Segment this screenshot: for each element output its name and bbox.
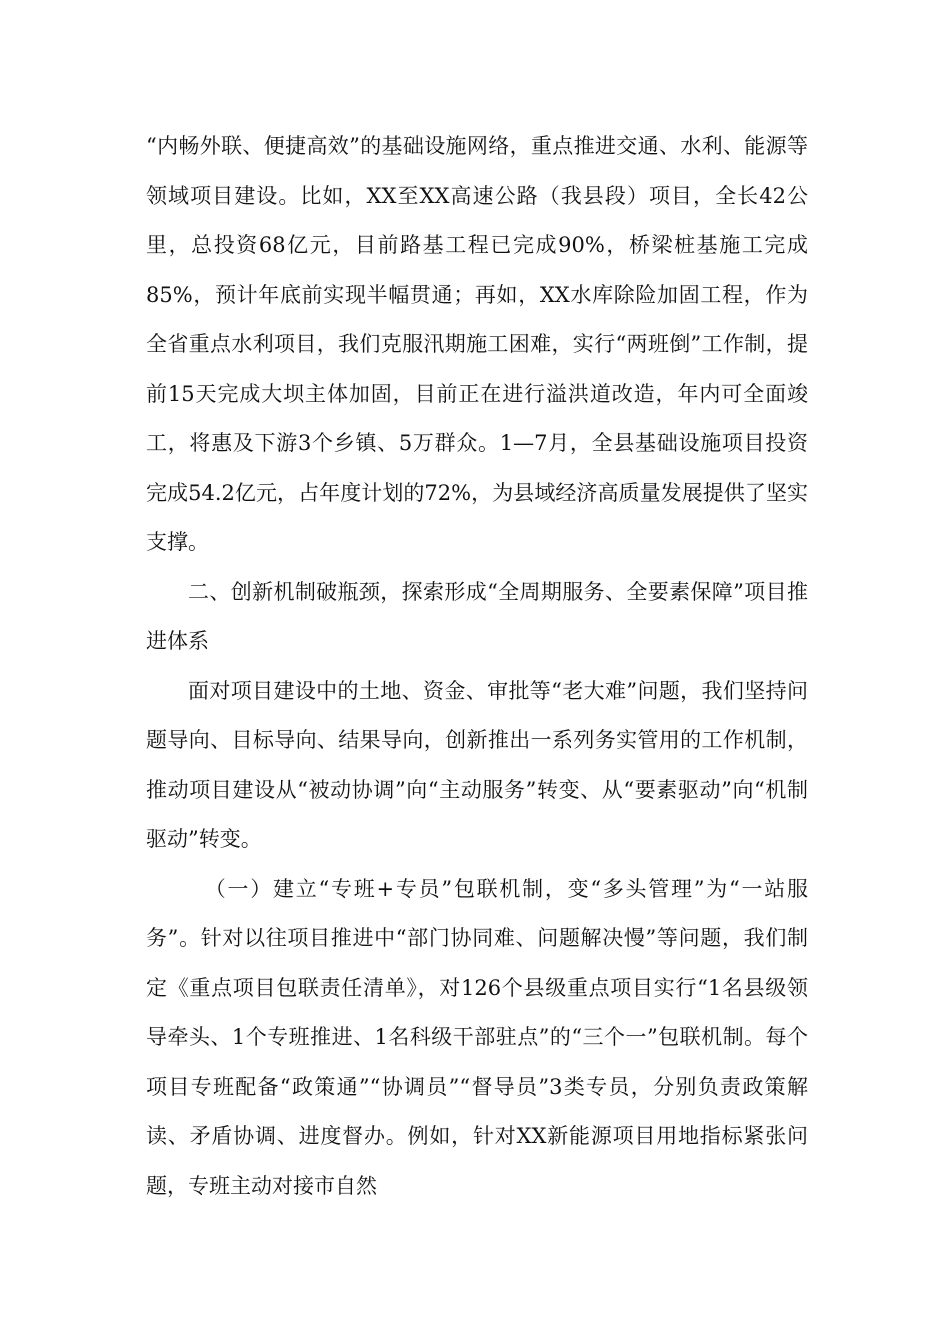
document-body [146,122,808,1211]
section-heading-two: 二、创新机制破瓶颈，探索形成“全周期服务、全要素保障”项目推进体系 [146,579,808,653]
paragraph-subsection-one: （一）建立“专班+专员”包联机制，变“多头管理”为“一站服务”。针对以往项目推进中“部门协同难、问题解决慢”等问题，我们制定《重点项目包联责任清单》，对126个县级重点项目实行“1名县级领导牵头、1个专班推进、1名科级干部驻点”的“三个一”包联机制。每个项目专班配备“政策通”“协调员”“督导员”3类专员，分别负责政策解读、矛盾协调、进度督办。例如，针对XX新能源项目用地指标紧张问题，专班主动对接市自然 [146,876,808,1198]
paragraph-infrastructure: “内畅外联、便捷高效”的基础设施网络，重点推进交通、水利、能源等领域项目建设。比如，XX至XX高速公路（我县段）项目，全长42公里，总投资68亿元，目前路基工程已完成90%，桥梁桩基施工完成85%，预计年底前实现半幅贯通；再如，XX水库除险加固工程，作为全省重点水利项目，我们克服汛期施工困难，实行“两班倒”工作制，提前15天完成大坝主体加固，目前正在进行溢洪道改造，年内可全面竣工，将惠及下游3个乡镇、5万群众。1—7月，全县基础设施项目投资完成54.2亿元，占年度计划的72%，为县域经济高质量发展提供了坚实支撑。 [146,134,808,554]
paragraph-mechanism-intro: 面对项目建设中的土地、资金、审批等“老大难”问题，我们坚持问题导向、目标导向、结果导向，创新推出一系列务实管用的工作机制，推动项目建设从“被动协调”向“主动服务”转变、从“要素驱动”向“机制驱动”转变。 [146,678,808,851]
